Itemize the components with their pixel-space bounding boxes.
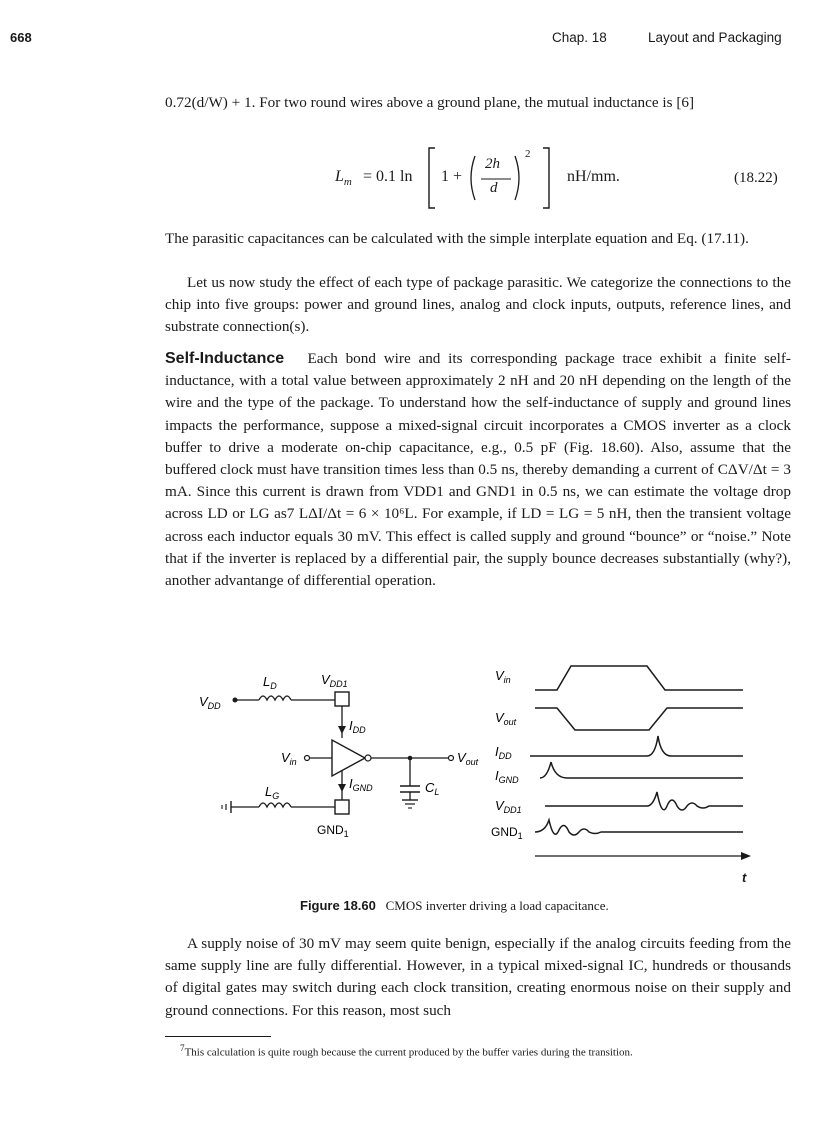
label-vdd: $V_{DD}$ — [199, 694, 221, 711]
time-axis-label: t — [742, 870, 747, 885]
idd-arrow — [338, 726, 346, 734]
figure-caption-text: CMOS inverter driving a load capacitance. — [385, 898, 609, 913]
paragraph-parasitic-capacitance: The parasitic capacitances can be calculated with the simple interplate equation and Eq. (17.11). — [165, 230, 749, 247]
section-heading-self-inductance: Self-Inductance — [165, 350, 285, 367]
inductor-ld — [259, 696, 291, 700]
paragraph-package-parasitics: Let us now study the effect of each type of package parasitic. We categorize the connections to the chip into five groups: power and ground lines, analog and clock inputs, outputs, reference lines, and substrate connection(s). — [165, 274, 791, 336]
figure-caption — [300, 898, 609, 914]
intro-paragraph: 0.72(d/W) + 1. For two round wires above a ground plane, the mutual inductance is [6] — [165, 94, 695, 111]
eq-lhs: $L_m$ — [335, 168, 352, 189]
label-vin: $V_{in}$ — [281, 750, 297, 767]
footnote — [180, 1043, 633, 1059]
vout-terminal — [449, 756, 454, 761]
eq-numerator: 2h — [485, 156, 500, 172]
wave-label-vout: $V_{out}$ — [495, 710, 517, 727]
label-gnd1: $GND_1$ — [317, 823, 349, 839]
wave-label-gnd1: $GND_1$ — [491, 825, 523, 841]
footnote-rule — [165, 1036, 271, 1037]
wave-idd — [530, 736, 743, 756]
eq-denominator: d — [490, 180, 498, 196]
chapter-title: Layout and Packaging — [648, 30, 782, 45]
label-vout: $V_{out}$ — [457, 750, 479, 767]
vdd1-pad — [335, 692, 349, 706]
wave-label-vin: $V_{in}$ — [495, 668, 511, 685]
vin-terminal — [305, 756, 310, 761]
label-lg: $L_G$ — [265, 784, 280, 801]
eq-coef: = 0.1 ln — [363, 168, 413, 185]
wave-label-idd: $I_{DD}$ — [495, 744, 512, 761]
vdd-terminal — [233, 698, 238, 703]
eq-units: nH/mm. — [567, 168, 620, 185]
wave-gnd1 — [535, 820, 743, 835]
wave-vin — [535, 666, 743, 690]
footnote-text: This calculation is quite rough because the current produced by the buffer varies during the transition. — [184, 1046, 633, 1059]
page-number: 668 — [10, 30, 32, 45]
chapter-label: Chap. 18 — [552, 30, 607, 45]
label-cl: $C_L$ — [425, 780, 440, 797]
label-ld: $L_D$ — [263, 674, 277, 691]
wave-vdd1 — [545, 792, 743, 810]
figure-18-60 — [195, 660, 795, 870]
label-vdd1: $V_{DD1}$ — [321, 672, 348, 689]
equation-18-22 — [335, 146, 795, 210]
paragraph-supply-noise: A supply noise of 30 mV may seem quite benign, especially if the analog circuits feeding from the same supply line are fully differential. However, in a typical mixed-signal IC, hundreds or thousands of digital gates may switch during each clock transition, creating enormous noise on their supply and ground connections. For this reason, most such — [165, 935, 791, 1019]
footnote-mark: 7 — [180, 1043, 185, 1053]
figure-caption-label: Figure 18.60 — [300, 898, 376, 913]
inductor-lg — [259, 803, 291, 807]
inverter-symbol — [332, 740, 365, 776]
eq-one-plus: 1 + — [441, 168, 463, 185]
wave-label-ignd: $I_{GND}$ — [495, 768, 519, 785]
eq-number: (18.22) — [734, 170, 778, 186]
inverter-bubble — [365, 755, 371, 761]
label-idd: $I_{DD}$ — [349, 718, 366, 735]
eq-exponent: 2 — [525, 148, 531, 160]
wave-ignd — [540, 762, 743, 778]
wave-vout — [535, 708, 743, 730]
paragraph-self-inductance — [165, 348, 791, 592]
label-ignd: $I_{GND}$ — [349, 776, 373, 793]
self-inductance-body: Each bond wire and its corresponding package trace exhibit a finite self-inductance, with a total value between approximately 2 nH and 20 nH depending on the length of the wire and the type of the package. To understand how the self-inductance of supply and ground lines impacts the performance, suppose a mixed-signal circuit incorporates a CMOS inverter as a clock buffer to drive a moderate on-chip capacitance, e.g., 0.5 pF (Fig. 18.60). Also, assume that the buffered clock must have transition times less than 0.5 ns, thereby demanding a current of CΔV/Δt = 3 mA. Since this current is drawn from VDD1 and GND1 in 0.5 ns, we can estimate the voltage drop across LD or LG as7 LΔI/Δt = 6 × 10⁶L. For example, if LD = LG = 5 nH, then the transient voltage across each inductor equals 30 mV. This effect is called supply and ground “bounce” or “noise.” Note that if the inverter is replaced by a differential pair, the supply bounce decreases substantially (why?), another advantange of differential operation. — [165, 350, 791, 590]
wave-label-vdd1: $V_{DD1}$ — [495, 798, 522, 815]
gnd1-pad — [335, 800, 349, 814]
time-axis-arrowhead — [741, 852, 751, 860]
ignd-arrow — [338, 784, 346, 792]
